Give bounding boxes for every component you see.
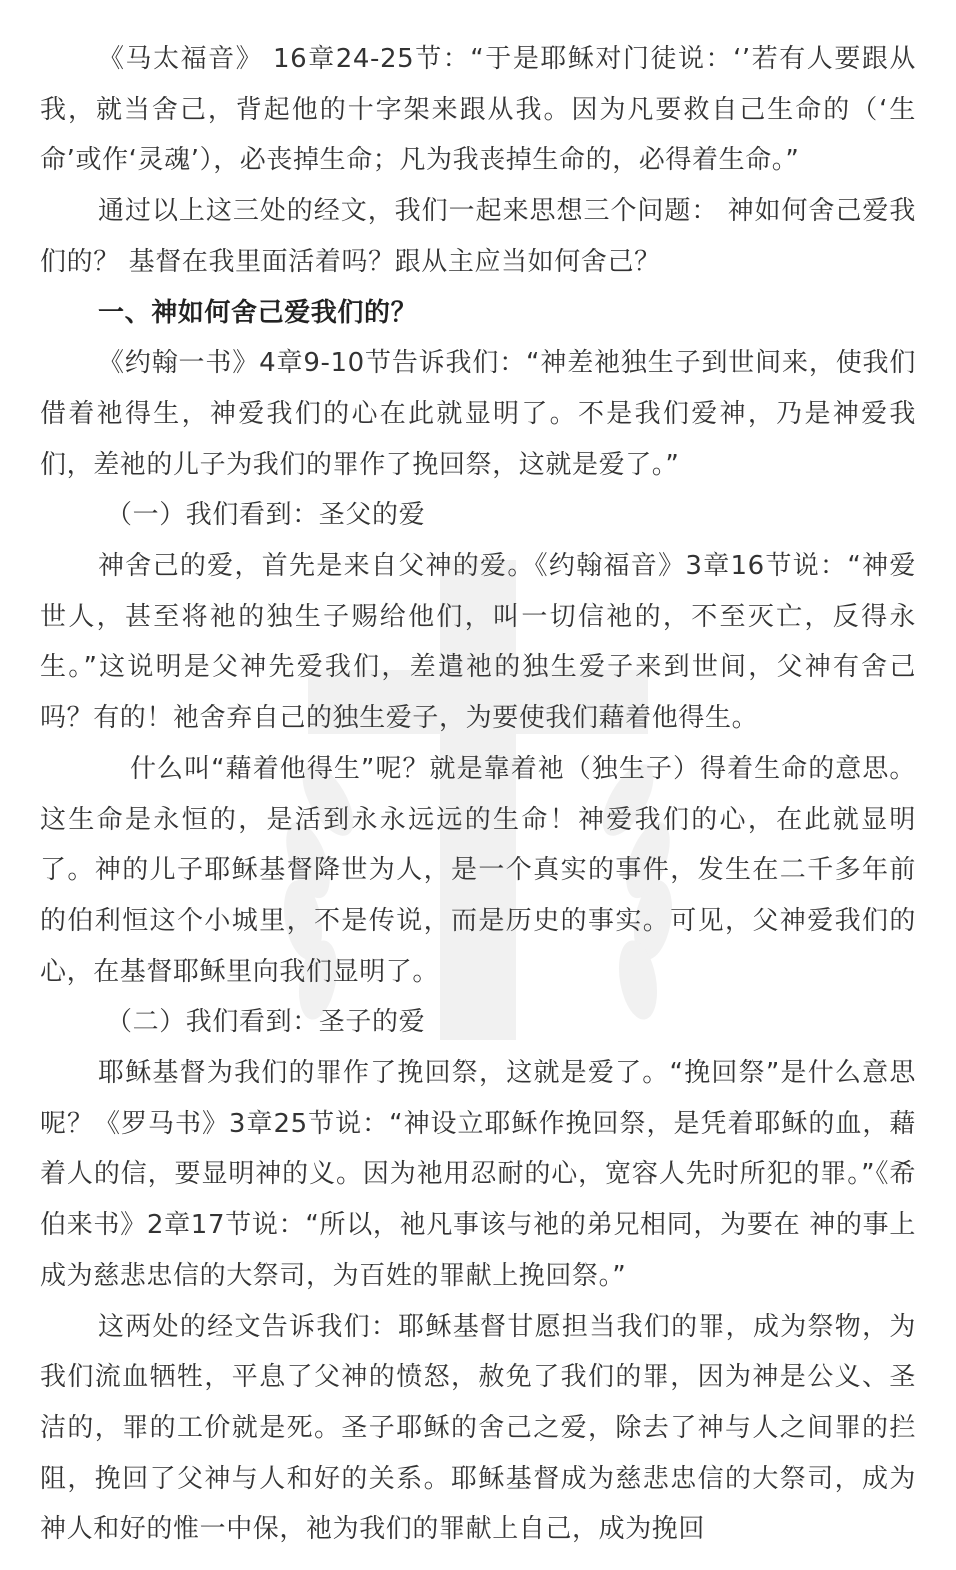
paragraph-three-questions: 通过以上这三处的经文，我们一起来思想三个问题： 神如何舍己爱我们的？ 基督在我里面活着吗？跟从主应当如何舍己？ bbox=[40, 196, 916, 277]
paragraph-father-love: 神舍己的爱，首先是来自父神的爱。《约翰福音》3章16节说：“神爱世人，甚至将祂的独生子赐给他们，叫一切信祂的，不至灭亡，反得永生。”这说明是父神先爱我们，差遣祂的独生爱子来到世间，父神有舍己吗？有的！祂舍弃自己的独生爱子，为要使我们藉着他得生。 bbox=[40, 551, 916, 734]
paragraph-matthew-quote: 《马太福音》 16章24-25节：“于是耶稣对门徒说：‘’若有人要跟从我，就当舍己，背起他的十字架来跟从我。因为凡要救自己生命的（‘生命’或作‘灵魂’），必丧掉生命；凡为我丧掉生命的，必得着生命。” bbox=[40, 44, 916, 176]
paragraph-two-scriptures: 这两处的经文告诉我们：耶稣基督甘愿担当我们的罪，成为祭物，为我们流血牺牲，平息了父神的愤怒，赦免了我们的罪，因为神是公义、圣洁的，罪的工价就是死。圣子耶稣的舍己之爱，除去了神与人之间罪的拦阻，挽回了父神与人和好的关系。耶稣基督成为慈悲忠信的大祭司，成为神人和好的惟一中保，祂为我们的罪献上自己，成为挽回 bbox=[40, 1311, 916, 1545]
paragraph-1john-quote: 《约翰一书》4章9-10节告诉我们：“神差祂独生子到世间来，使我们借着祂得生，神爱我们的心在此就显明了。不是我们爱神，乃是神爱我们，差祂的儿子为我们的罪作了挽回祭，这就是爱了。” bbox=[40, 348, 916, 480]
paragraph-obtain-life: 什么叫“藉着他得生”呢？就是靠着祂（独生子）得着生命的意思。这生命是永恒的，是活到永永远远的生命！神爱我们的心，在此就显明了。神的儿子耶稣基督降世为人，是一个真实的事件，发生在二千多年前的伯利恒这个小城里，不是传说，而是历史的事实。可见，父神爱我们的心，在基督耶稣里向我们显明了。 bbox=[40, 753, 916, 987]
paragraph-propitiation: 耶稣基督为我们的罪作了挽回祭，这就是爱了。“挽回祭”是什么意思呢？《罗马书》3章25节说：“神设立耶稣作挽回祭，是凭着耶稣的血，藉着人的信，要显明神的义。因为祂用忍耐的心，宽容人先时所犯的罪。”《希伯来书》2章17节说：“所以，祂凡事该与祂的弟兄相同，为要在 神的事上成为慈悲忠信的大祭司，为百姓的罪献上挽回祭。” bbox=[40, 1058, 916, 1291]
section-heading-1: 一、神如何舍己爱我们的？ bbox=[98, 297, 418, 328]
subheading-son-love: （二）我们看到：圣子的爱 bbox=[106, 1007, 426, 1038]
subheading-father-love: （一）我们看到：圣父的爱 bbox=[106, 500, 426, 531]
